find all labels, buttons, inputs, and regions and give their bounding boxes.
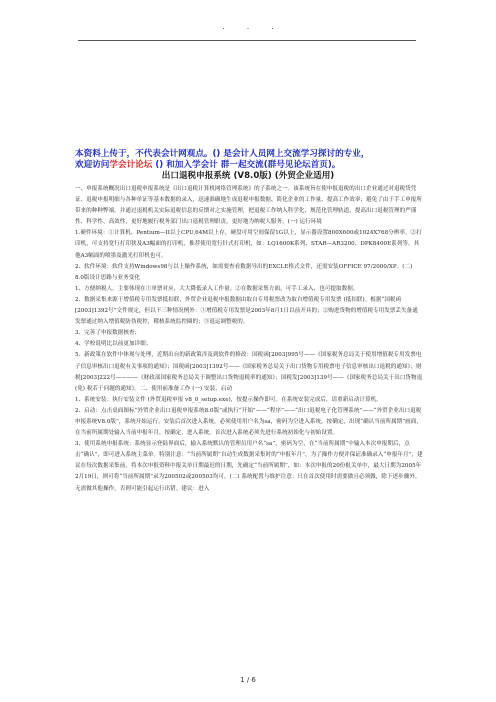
page-number: 1 / 6: [240, 676, 256, 684]
paragraph: 一、申报系统概况出口退税申报系统是《出口退税计算机网络管理系统》的子系统之一。该系统旨在使申报退税的出口企业通过对退税货凭证、退税申报明细与各种单证等基本数据的录入，迅速准确地生成退税申报数据、简化企业的工作量、提高工作效率；避免了由于手工申报所带来的种种弊端，并通过退税机关实际退税信息的反馈对之实施管理，把退税工作纳入科学化、规范化管理轨道，提高出口退税管理的严谨性、科学性、高效性，更好地履行税务部门出口退税管理职责，更好地为纳税人服务。(一) 运行环境: [75, 186, 423, 226]
intro-line-1: 本资料上传于，不代表会计网观点。() 是会计人员网上交流学习探讨的专业，: [75, 149, 370, 159]
intro-notice: [75, 149, 425, 171]
header-dot: .: [222, 22, 225, 31]
document-body: [75, 184, 423, 495]
paragraph: 3、使用系统申报系统：系统显示登陆界面后，输入系统默认的管理员用户名“sa”，密码为空，在“当前所属期”中输入本次申报期后，点击“确认”，即可进入系统主菜单。特别注意：“当前所属期”自动生成数据采集时的“申报年月”，为了操作方便并保证准确录入“申报年月”，建议在每次数据采集前，将本次申报资料中报关单日期最迟的日期，先确定“当前所属期”，如：本次申报的20份报关单中，最大日期为2005年2月19日，则可将“当前所属期”录为200502或200503均可。(二) 系统配置与维护注意：只在首次使用时需要做且必须做，除下述步骤外，无需做其他操作，否则可能引起运行出错。建议：进入: [75, 441, 423, 492]
document-title: 出口退税申报系统 (V8.0版) (外贸企业适用): [161, 171, 335, 181]
paragraph: 3、完善了申报数据核查；: [75, 330, 141, 337]
paragraph: 2、软件环境：软件支持Windows98与以上操作系统，如需要查看数据导出的EXCLE格式文件，还需安装OFFICE 97/2000/XP。(二) 8.0版设计思路与业务变化: [75, 263, 413, 281]
paragraph: 5、新政策在软件中体现与处理，近期出台的新政策涉及到软件的修改：国税函[2003]995号——《国家税务总局关于使用增值税专用发票电子信息审核出口退税有关事项的通知》；国税函[2003]1392号——《国家税务总局关于出口货物专用税票电子信息审核出口退税的通知》；财税[2003]222号————《财政部国家税务总局关于调整出口货物退税率的通知》；国税发[2003]139号——《国家税务总局关于出口货物退 (免) 税若干问题的通知》。二、使用前准备工作 (一) 安装、启动: [75, 352, 423, 392]
paragraph: 1、方便纳税人，主要体现在①单票对应，大大降低录入工作量。②在数据采集方面，可手工录入，也可提取数据。: [75, 285, 359, 292]
header-dot: .: [246, 22, 250, 31]
intro-welcome: 欢迎访问: [75, 160, 110, 170]
paragraph: 2、数据采集来源于增值税专用发票抵扣联，外贸企业退税申报数据由取自专用税票改为取自增值税专用发票 (抵扣联)。根据“国税函[2003]1392号”文件规定，但以下三种情况例外：①增值税专用发票是2003年8月1日以前开具的；②购进货物的增值税专用发票丢失备通发票通过纳入增值税防伪税控，稽核系统监控圈的；③退运调整税的。: [75, 296, 418, 326]
paragraph: 1、系统安装：执行安装文件 (外贸退税申报 v8_0_setup.exe)，按提示操作即可。在系统安装完成后，请重新启动计算机。: [75, 396, 382, 403]
header-dot: .: [271, 22, 274, 31]
forum-link[interactable]: 学会计论坛: [109, 160, 153, 170]
paragraph: 4、学校说明比以前更加详细；: [75, 341, 152, 348]
paragraph: 1.硬件环境：①计算机、Pentium—II以上CPU,64M以上存，硬盘可用空间保留1G以上，显示器设置800X600或1024X768分辨率。②打印机，可支持宽行打印狭及A3幅面的打印机，推荐使用宽行针式打印机，如：LQ1600K系列、STAR—AR3200、DPK8400E系列等。其他A3幅面的喷墨及激光打印机也可。: [75, 230, 422, 259]
header-rule: [78, 40, 416, 41]
paragraph: 2、启动：点击桌面图标“外贸企业出口退税申报系统8.0版”或执行“开始”——“程序”——“出口退税电子化管理系统”——“外贸企业出口退税申报系统V8.0版”，系统开始运行。安装后首次进入系统，必须使用用户名为sa，密码为空进入系统，按确定，出现“确认当前所属期”画面，在当前所属期处输入当前申报年月，按确定，进入系统。首次进入系统必须先进行系统初始化与初始设置。: [75, 407, 422, 437]
intro-join: () 和加入学会计 群一起交流(群号见论坛首页)。: [152, 160, 341, 170]
header-dots: [0, 22, 496, 31]
